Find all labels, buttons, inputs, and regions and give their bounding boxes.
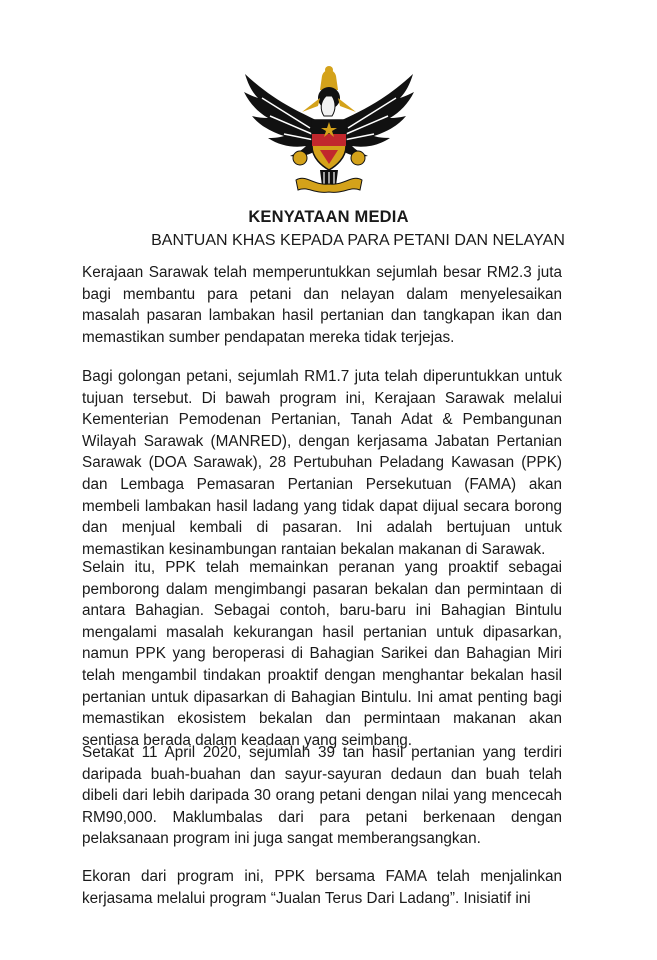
paragraph-2: Bagi golongan petani, sejumlah RM1.7 juta telah diperuntukkan untuk tujuan tersebut. Di bawah program ini, Kerajaan Sarawak melalui Kementerian Pemodenan Pertanian, Tanah Adat & Pembangunan Wilayah Sarawak (MANRED), dengan kerjasama Jabatan Pertanian Sarawak (DOA Sarawak), 28 Pertubuhan Peladang Kawasan (PPK) dan Lembaga Pemasaran Pertanian Persekutuan (FAMA) akan membeli lambakan hasil ladang yang tidak dapat dijual secara borong dan menjual kembali di pasaran. Ini adalah bertujuan untuk memastikan kesinambungan rantaian bekalan makanan di Sarawak.: [82, 368, 562, 558]
document-title: KENYATAAN MEDIA: [248, 208, 409, 226]
sarawak-coat-of-arms-icon: [240, 62, 418, 197]
paragraph-3: Selain itu, PPK telah memainkan peranan yang proaktif sebagai pemborong dalam mengimbangi pasaran bekalan dan permintaan di antara Bahagian. Sebagai contoh, baru-baru ini Bahagian Bintulu mengalami masalah kekurangan hasil pertanian untuk dipasarkan, namun PPK yang beroperasi di Bahagian Sarikei dan Bahagian Miri telah mengambil tindakan proaktif dengan menghantar bekalan hasil pertanian untuk dipasarkan di Bahagian Bintulu. Ini amat penting bagi memastikan ekosistem bekalan dan permintaan makanan akan sentiasa berada dalam keadaan yang seimbang.: [82, 559, 562, 749]
document-subtitle: BANTUAN KHAS KEPADA PARA PETANI DAN NELAYAN: [151, 232, 565, 249]
paragraph-4: Setakat 11 April 2020, sejumlah 39 tan hasil pertanian yang terdiri daripada buah-buahan dan sayur-sayuran dedaun dan buah telah dibeli dari lebih daripada 30 orang petani dengan nilai yang mencecah RM90,000. Maklumbalas dari para petani berkenaan dengan pelaksanaan program ini juga sangat memberangsangkan.: [82, 744, 562, 848]
paragraph-1: Kerajaan Sarawak telah memperuntukkan sejumlah besar RM2.3 juta bagi membantu para petani dan nelayan dalam menyelesaikan masalah pasaran lambakan hasil pertanian dan tangkapan ikan dan memastikan sumber pendapatan mereka tidak terjejas.: [82, 264, 562, 346]
paragraph-5: Ekoran dari program ini, PPK bersama FAMA telah menjalinkan kerjasama melalui program “Jualan Terus Dari Ladang”. Inisiatif ini: [82, 868, 562, 907]
